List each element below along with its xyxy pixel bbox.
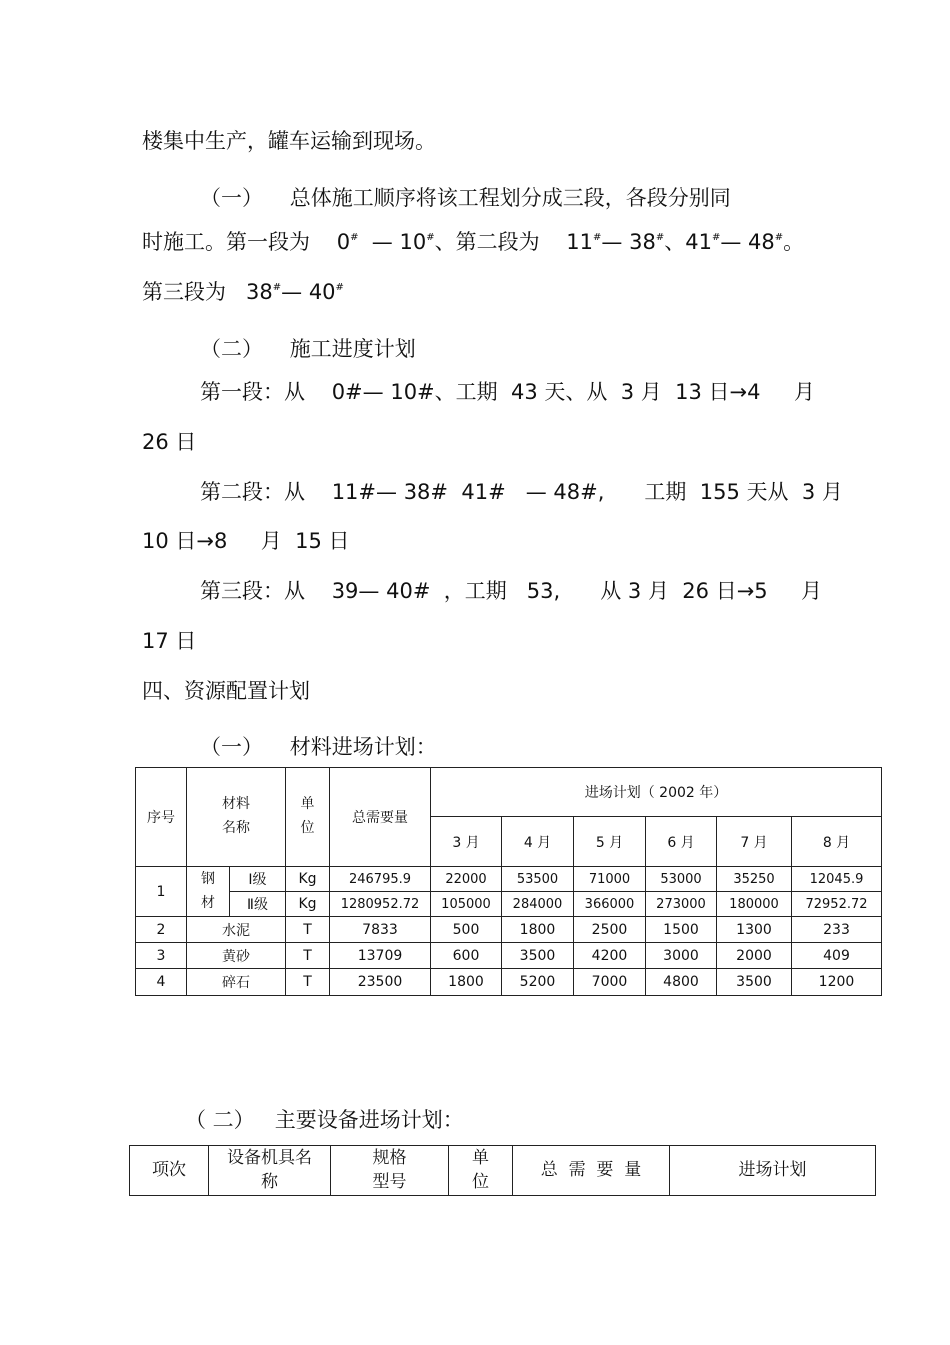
header-total: 总需要量 [330, 768, 431, 867]
section-heading: 四、资源配置计划 [142, 679, 310, 703]
cell-name: 黄砂 [187, 943, 286, 969]
cell-unit: Kg [286, 892, 330, 917]
month-header: 3 月 [431, 817, 502, 867]
month-header: 6 月 [646, 817, 717, 867]
cell-steel-name: 钢 材 [187, 867, 230, 917]
cell-unit: T [286, 917, 330, 943]
cell-seq: 4 [136, 969, 187, 996]
subsection-heading-materials: （一） 材料进场计划： [200, 735, 437, 759]
line-2: （一） 总体施工顺序将该工程划分成三段，各段分别同 [200, 186, 731, 210]
table-row [136, 943, 882, 969]
header-unit: 单 位 [286, 768, 330, 867]
cell-total: 13709 [330, 943, 431, 969]
cell-value: 22000 [431, 867, 502, 892]
cell-unit: Kg [286, 867, 330, 892]
cell-value: 3000 [646, 943, 717, 969]
line-1: 楼集中生产，罐车运输到现场。 [142, 129, 436, 153]
cell-value: 53500 [502, 867, 574, 892]
cell-name: 水泥 [187, 917, 286, 943]
cell-value: 35250 [717, 867, 792, 892]
line-3 [142, 230, 804, 255]
line-10: 第三段：从 39— 40# ，工期 53, 从 3 月 26 日→5 月 [200, 579, 823, 603]
text: 、第二段为 11 [434, 230, 594, 254]
cell-value: 180000 [717, 892, 792, 917]
hash-sup: # [711, 232, 721, 243]
header-seq: 序号 [136, 768, 187, 867]
cell-value: 2500 [574, 917, 646, 943]
cell-value: 53000 [646, 867, 717, 892]
cell-value: 1800 [502, 917, 574, 943]
header-unit: 单 位 [449, 1146, 513, 1196]
cell-value: 4200 [574, 943, 646, 969]
header-plan: 进场计划（ 2002 年） [431, 768, 882, 817]
month-header: 8 月 [792, 817, 882, 867]
header-total: 总 需 要 量 [513, 1146, 670, 1196]
cell-value: 600 [431, 943, 502, 969]
header-item: 项次 [130, 1146, 209, 1196]
cell-value: 366000 [574, 892, 646, 917]
line-5: （二） 施工进度计划 [200, 337, 416, 361]
cell-value: 500 [431, 917, 502, 943]
cell-unit: T [286, 943, 330, 969]
cell-name: 碎石 [187, 969, 286, 996]
text: — 38 [601, 230, 656, 254]
cell-total: 7833 [330, 917, 431, 943]
header-name: 材料 名称 [187, 768, 286, 867]
text: — 10 [358, 230, 427, 254]
text: 第三段为 38 [142, 280, 273, 304]
cell-total: 23500 [330, 969, 431, 996]
month-header: 4 月 [502, 817, 574, 867]
text: 、41 [664, 230, 712, 254]
cell-value: 284000 [502, 892, 574, 917]
cell-value: 1500 [646, 917, 717, 943]
table-row [136, 917, 882, 943]
line-8: 第二段：从 11#— 38# 41# — 48#, 工期 155 天从 3 月 [200, 480, 843, 504]
cell-value: 1300 [717, 917, 792, 943]
line-6: 第一段：从 0#— 10#、工期 43 天、从 3 月 13 日→4 月 [200, 380, 815, 404]
cell-value: 1200 [792, 969, 882, 996]
cell-value: 5200 [502, 969, 574, 996]
hash-sup: # [655, 232, 665, 243]
line-7: 26 日 [142, 430, 197, 454]
cell-value: 3500 [502, 943, 574, 969]
cell-unit: T [286, 969, 330, 996]
line-4 [142, 280, 344, 305]
hash-sup: # [335, 282, 344, 293]
cell-value: 1800 [431, 969, 502, 996]
cell-seq: 3 [136, 943, 187, 969]
text: 时施工。第一段为 0 [142, 230, 351, 254]
cell-value: 72952.72 [792, 892, 882, 917]
cell-value: 409 [792, 943, 882, 969]
hash-sup: # [593, 232, 602, 243]
cell-seq: 1 [136, 867, 187, 917]
line-11: 17 日 [142, 629, 197, 653]
cell-seq: 2 [136, 917, 187, 943]
table-row [136, 892, 882, 917]
cell-value: 105000 [431, 892, 502, 917]
hash-sup: # [774, 232, 784, 243]
cell-value: 273000 [646, 892, 717, 917]
equipment-table [129, 1145, 876, 1196]
cell-value: 2000 [717, 943, 792, 969]
cell-total: 246795.9 [330, 867, 431, 892]
cell-value: 3500 [717, 969, 792, 996]
subsection-heading-equipment: （ 二） 主要设备进场计划： [185, 1108, 464, 1132]
table-row [136, 969, 882, 996]
text: 。 [783, 230, 805, 254]
header-plan: 进场计划 [670, 1146, 876, 1196]
cell-value: 4800 [646, 969, 717, 996]
cell-total: 1280952.72 [330, 892, 431, 917]
cell-grade: Ⅰ级 [230, 867, 286, 892]
header-name: 设备机具名 称 [209, 1146, 331, 1196]
month-header: 7 月 [717, 817, 792, 867]
cell-value: 71000 [574, 867, 646, 892]
text: — 48 [720, 230, 775, 254]
cell-value: 12045.9 [792, 867, 882, 892]
header-spec: 规格 型号 [331, 1146, 449, 1196]
hash-sup: # [350, 232, 359, 243]
cell-value: 7000 [574, 969, 646, 996]
cell-grade: Ⅱ级 [230, 892, 286, 917]
materials-table [135, 767, 882, 996]
hash-sup: # [426, 232, 435, 243]
table-row [136, 867, 882, 892]
line-9: 10 日→8 月 15 日 [142, 529, 350, 553]
cell-value: 233 [792, 917, 882, 943]
hash-sup: # [272, 282, 282, 293]
month-header: 5 月 [574, 817, 646, 867]
text: — 40 [281, 280, 336, 304]
